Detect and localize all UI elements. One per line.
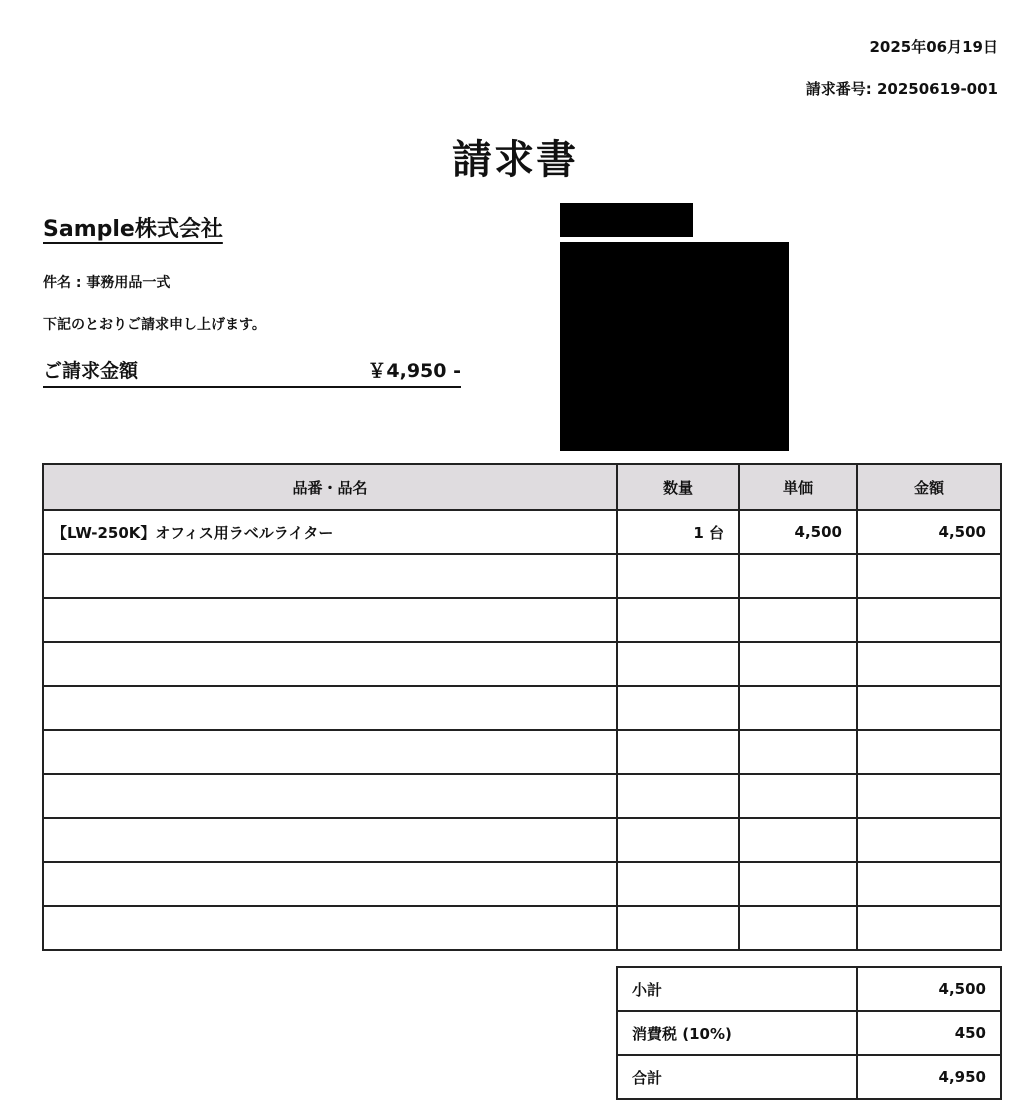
total-label: 合計 [617,1055,857,1099]
table-row [43,554,1001,598]
amount-cell [857,774,1001,818]
document-title: 請求書 [452,137,578,183]
unit-price-cell [739,598,857,642]
totals-row-tax [617,1011,1001,1055]
quantity-cell [617,818,739,862]
item-name-cell [43,686,617,730]
billing-amount-label: ご請求金額 [43,360,139,382]
quantity-cell [617,774,739,818]
quantity-cell [617,598,739,642]
table-row [43,598,1001,642]
table-row [43,774,1001,818]
table-header-row [43,464,1001,510]
column-header-unit-price: 単価 [739,464,857,510]
tax-value: 450 [857,1011,1001,1055]
item-name-cell [43,598,617,642]
table-row [43,818,1001,862]
line-items-table [42,463,1002,951]
client-company-name: Sample株式会社 [43,217,223,242]
quantity-cell [617,642,739,686]
item-name-cell [43,730,617,774]
amount-cell: 4,500 [857,510,1001,554]
quantity-cell [617,686,739,730]
unit-price-cell [739,642,857,686]
totals-row-subtotal [617,967,1001,1011]
amount-cell [857,818,1001,862]
item-name-cell [43,554,617,598]
table-row [43,686,1001,730]
tax-label: 消費税 (10%) [617,1011,857,1055]
column-header-amount: 金額 [857,464,1001,510]
amount-cell [857,642,1001,686]
item-name-cell [43,906,617,950]
unit-price-cell [739,906,857,950]
unit-price-cell [739,730,857,774]
amount-cell [857,906,1001,950]
table-row [43,906,1001,950]
quantity-cell: 1 台 [617,510,739,554]
total-value: 4,950 [857,1055,1001,1099]
billing-amount-row [43,356,461,388]
item-name-cell [43,642,617,686]
totals-row-total [617,1055,1001,1099]
redacted-block [560,203,693,237]
unit-price-cell: 4,500 [739,510,857,554]
column-header-item: 品番・品名 [43,464,617,510]
amount-cell [857,686,1001,730]
amount-cell [857,862,1001,906]
item-name-cell [43,774,617,818]
unit-price-cell [739,554,857,598]
table-row [43,642,1001,686]
quantity-cell [617,554,739,598]
invoice-subject: 件名 : 事務用品一式 [43,275,171,291]
unit-price-cell [739,686,857,730]
subtotal-label: 小計 [617,967,857,1011]
invoice-notice: 下記のとおりご請求申し上げます。 [43,317,266,333]
table-row [43,730,1001,774]
amount-cell [857,730,1001,774]
table-row [43,510,1001,554]
invoice-number: 請求番号: 20250619-001 [805,80,998,98]
unit-price-cell [739,774,857,818]
item-name-cell [43,818,617,862]
unit-price-cell [739,818,857,862]
item-name-cell: 【LW-250K】オフィス用ラベルライター [43,510,617,554]
redacted-seal-block [560,242,789,451]
amount-cell [857,554,1001,598]
billing-amount-value: ￥4,950 - [367,360,461,382]
quantity-cell [617,730,739,774]
item-name-cell [43,862,617,906]
unit-price-cell [739,862,857,906]
amount-cell [857,598,1001,642]
subtotal-value: 4,500 [857,967,1001,1011]
quantity-cell [617,862,739,906]
invoice-date: 2025年06月19日 [869,38,998,56]
quantity-cell [617,906,739,950]
column-header-quantity: 数量 [617,464,739,510]
totals-table [616,966,1002,1100]
table-row [43,862,1001,906]
